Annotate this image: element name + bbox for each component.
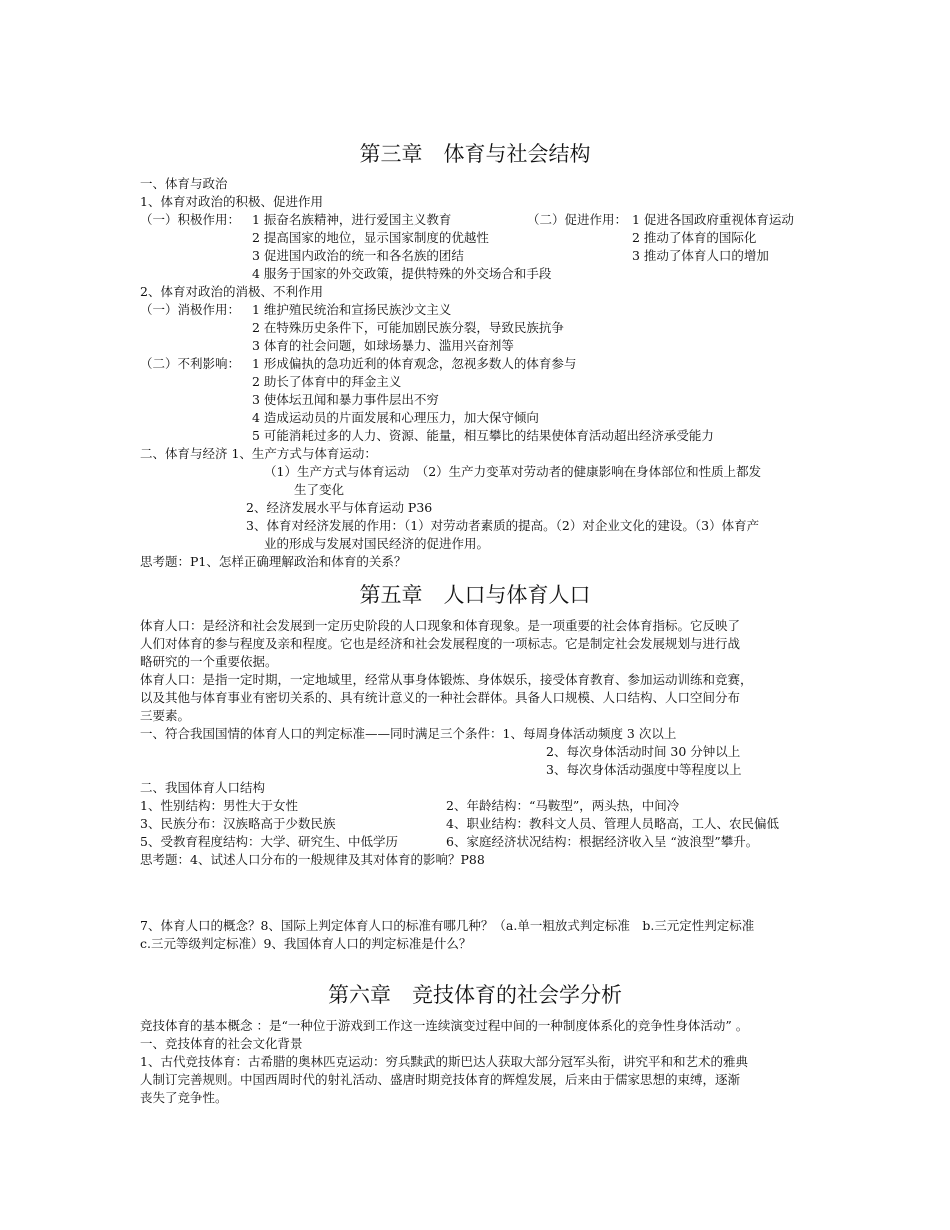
paragraph-line: 体育人口：是指一定时期，一定地域里，经常从事身体锻炼、身体娱乐，接受体育教育、参加运动训练和竞赛，: [140, 672, 753, 687]
label-adverse: （二）不利影响：: [140, 356, 241, 371]
promote-item: 2 推动了体育的国际化: [632, 230, 757, 245]
structure-item: 4、职业结构：教科文人员、管理人员略高，工人、农民偏低: [446, 816, 779, 831]
think-question: 思考题：4、试述人口分布的一般规律及其对体育的影响？P88: [140, 852, 485, 867]
paragraph-line: 人们对体育的参与程度及亲和程度。它也是经济和社会发展程度的一项标志。它是制定社会发展规划与进行战: [140, 636, 741, 651]
negative-item: 1 维护殖民统治和宣扬民族沙文主义: [252, 302, 452, 317]
chapter-6-title: 第六章 竞技体育的社会学分析: [328, 983, 622, 1007]
economy-item-cont: 业的形成与发展对国民经济的促进作用。: [264, 536, 490, 551]
review-questions: c.三元等级判定标准）9、我国体育人口的判定标准是什么？: [140, 936, 472, 951]
section-economy: 二、体育与经济 1、生产方式与体育运动：: [140, 446, 377, 461]
economy-item-cont: 生了变化: [294, 482, 345, 497]
label-negative: （一）消极作用：: [140, 302, 241, 317]
positive-item: 3 促进国内政治的统一和各名族的团结: [252, 248, 464, 263]
adverse-item: 1 形成偏执的急功近利的体育观念，忽视多数人的体育参与: [252, 356, 577, 371]
paragraph-line: 体育人口：是经济和社会发展到一定历史阶段的人口现象和体育现象。是一项重要的社会体育指标。它反映了: [140, 618, 741, 633]
paragraph-line: 略研究的一个重要依据。: [140, 654, 278, 669]
positive-item: 1 振奋名族精神，进行爱国主义教育: [252, 212, 452, 227]
economy-item: 2、经济发展水平与体育运动 P36: [246, 500, 433, 515]
structure-item: 1、性别结构：男性大于女性: [140, 798, 298, 813]
heading-negative: 2、体育对政治的消极、不利作用: [140, 284, 323, 299]
adverse-item: 2 助长了体育中的拜金主义: [252, 374, 402, 389]
label-promote: （二）促进作用：: [527, 212, 628, 227]
positive-item: 4 服务于国家的外交政策，提供特殊的外交场合和手段: [252, 266, 552, 281]
paragraph-line: 三要素。: [140, 708, 191, 723]
section-structure: 二、我国体育人口结构: [140, 780, 266, 795]
section-background: 一、竞技体育的社会文化背景: [140, 1036, 303, 1051]
chapter-3-title: 第三章 体育与社会结构: [359, 142, 591, 166]
adverse-item: 5 可能消耗过多的人力、资源、能量，相互攀比的结果使体育活动超出经济承受能力: [252, 428, 714, 443]
chapter-5-title: 第五章 人口与体育人口: [359, 583, 591, 607]
positive-item: 2 提高国家的地位，显示国家制度的优越性: [252, 230, 489, 245]
review-questions: 7、体育人口的概念？8、国际上判定体育人口的标准有哪几种？（a.单一粗放式判定标准 b.三元定性判定标准: [140, 918, 755, 933]
label-positive: （一）积极作用：: [140, 212, 241, 227]
section-politics: 一、体育与政治: [140, 176, 228, 191]
structure-item: 3、民族分布：汉族略高于少数民族: [140, 816, 336, 831]
adverse-item: 3 使体坛丑闻和暴力事件层出不穷: [252, 392, 439, 407]
paragraph-line: 1、古代竞技体育：古希腊的奥林匹克运动：穷兵黩武的斯巴达人获取大部分冠军头衔，讲究平和和艺术的雅典: [140, 1054, 748, 1069]
structure-item: 6、家庭经济状况结构：根据经济收入呈 “波浪型”攀升。: [446, 834, 759, 849]
promote-item: 1 促进各国政府重视体育运动: [632, 212, 794, 227]
negative-item: 3 体育的社会问题，如球场暴力、滥用兴奋剂等: [252, 338, 514, 353]
standard-line: 3、每次身体活动强度中等程度以上: [546, 762, 742, 777]
adverse-item: 4 造成运动员的片面发展和心理压力，加大保守倾向: [252, 410, 539, 425]
heading-positive: 1、体育对政治的积极、促进作用: [140, 194, 323, 209]
standard-line: 2、每次身体活动时间 30 分钟以上: [546, 744, 741, 759]
paragraph-line: 丧失了竞争性。: [140, 1090, 228, 1105]
standard-line: 一、符合我国国情的体育人口的判定标准——同时满足三个条件：1、每周身体活动频度 3 次以上: [140, 726, 677, 741]
structure-item: 2、年龄结构：“马鞍型”，两头热，中间冷: [446, 798, 680, 813]
think-question: 思考题：P1、怎样正确理解政治和体育的关系？: [140, 554, 407, 569]
definition-line: 竞技体育的基本概念 ：是“一种位于游戏到工作这一连续演变过程中间的一种制度体系化的竞争性身体活动” 。: [140, 1018, 749, 1033]
paragraph-line: 人制订完善规则。中国西周时代的射礼活动、盛唐时期竞技体育的辉煌发展，后来由于儒家思想的束缚，逐渐: [140, 1072, 741, 1087]
economy-item: 3、体育对经济发展的作用：（1）对劳动者素质的提高。（2）对企业文化的建设。（3）体育产: [246, 518, 760, 533]
economy-item: （1）生产方式与体育运动 （2）生产力变革对劳动者的健康影响在身体部位和性质上都发: [264, 464, 762, 479]
paragraph-line: 以及其他与体育事业有密切关系的、具有统计意义的一种社会群体。具备人口规模、人口结构、人口空间分布: [140, 690, 741, 705]
promote-item: 3 推动了体育人口的增加: [632, 248, 769, 263]
structure-item: 5、受教育程度结构：大学、研究生、中低学历: [140, 834, 398, 849]
negative-item: 2 在特殊历史条件下，可能加剧民族分裂，导致民族抗争: [252, 320, 564, 335]
